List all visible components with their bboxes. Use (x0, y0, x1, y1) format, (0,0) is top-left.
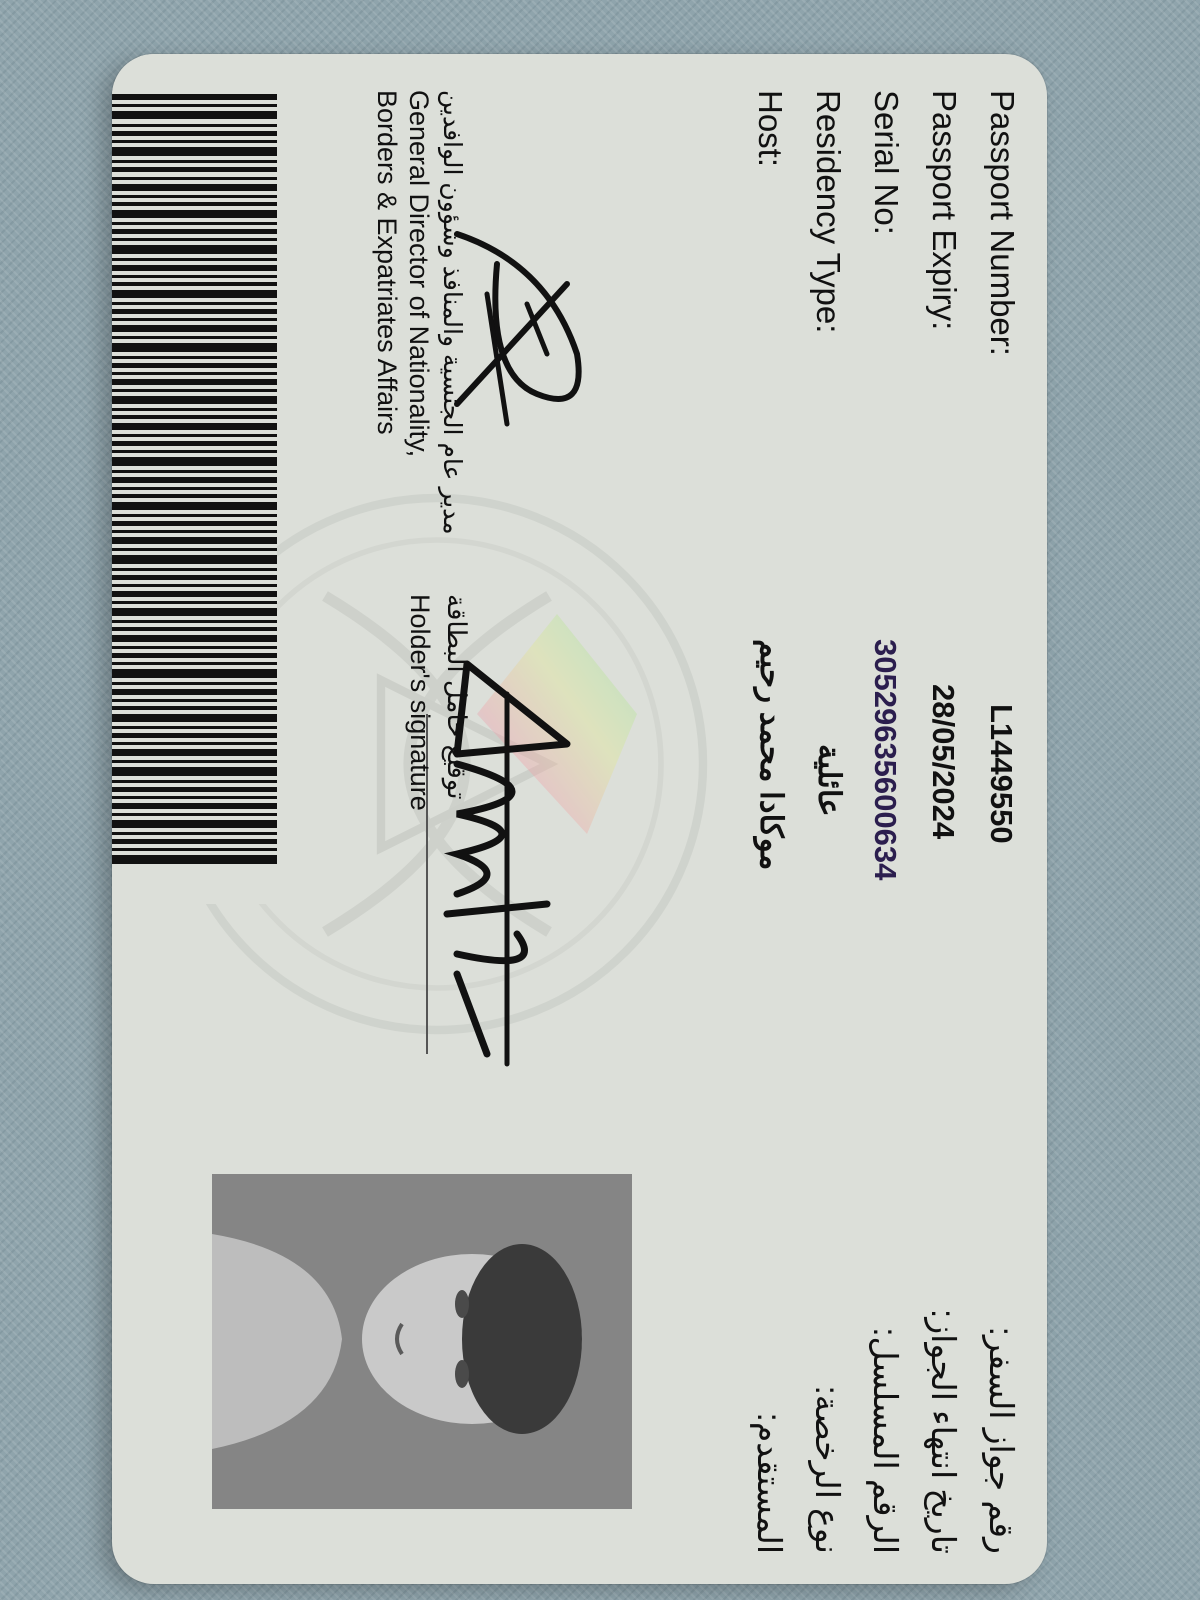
passport-expiry-label: Passport Expiry: (926, 90, 963, 331)
holder-signature-label: Holder's signature (405, 594, 435, 811)
passport-expiry-label-ar: تاريخ انتهاء الجواز: (925, 1309, 962, 1554)
serial-no-label-ar: الرقم المسلسل: (867, 1327, 904, 1554)
holder-signature-label-ar: توقيع حامل البطاقة (442, 594, 472, 800)
barcode (112, 54, 277, 904)
residency-type-label-ar: نوع الرخصة: (809, 1385, 846, 1554)
residency-card (112, 54, 1047, 1584)
director-title-ar: مدير عام الجنسية والمنافذ وشؤون الوافدين (438, 90, 466, 535)
serial-no-value: 30529635600634 (868, 639, 903, 881)
host-label-ar: المستقدم: (751, 1412, 788, 1554)
director-title-en (371, 90, 435, 457)
passport-number-label: Passport Number: (984, 90, 1021, 356)
director-title-en-line2: Borders & Expatriates Affairs (372, 90, 402, 435)
director-title-en-line1: General Director of Nationality, (404, 90, 434, 458)
passport-expiry-value: 28/05/2024 (926, 684, 961, 840)
director-signature (447, 204, 607, 464)
host-label: Host: (752, 90, 789, 168)
serial-no-label: Serial No: (868, 90, 905, 235)
host-value: موكادا محمد رحيم (754, 639, 789, 871)
residency-type-value: عائلية (812, 744, 847, 817)
residency-type-label: Residency Type: (810, 90, 847, 334)
passport-number-value: L1449550 (984, 704, 1019, 844)
passport-number-label-ar: رقم جواز السفر: (983, 1326, 1020, 1554)
holder-photo (212, 1174, 632, 1509)
portrait-icon (212, 1174, 632, 1509)
